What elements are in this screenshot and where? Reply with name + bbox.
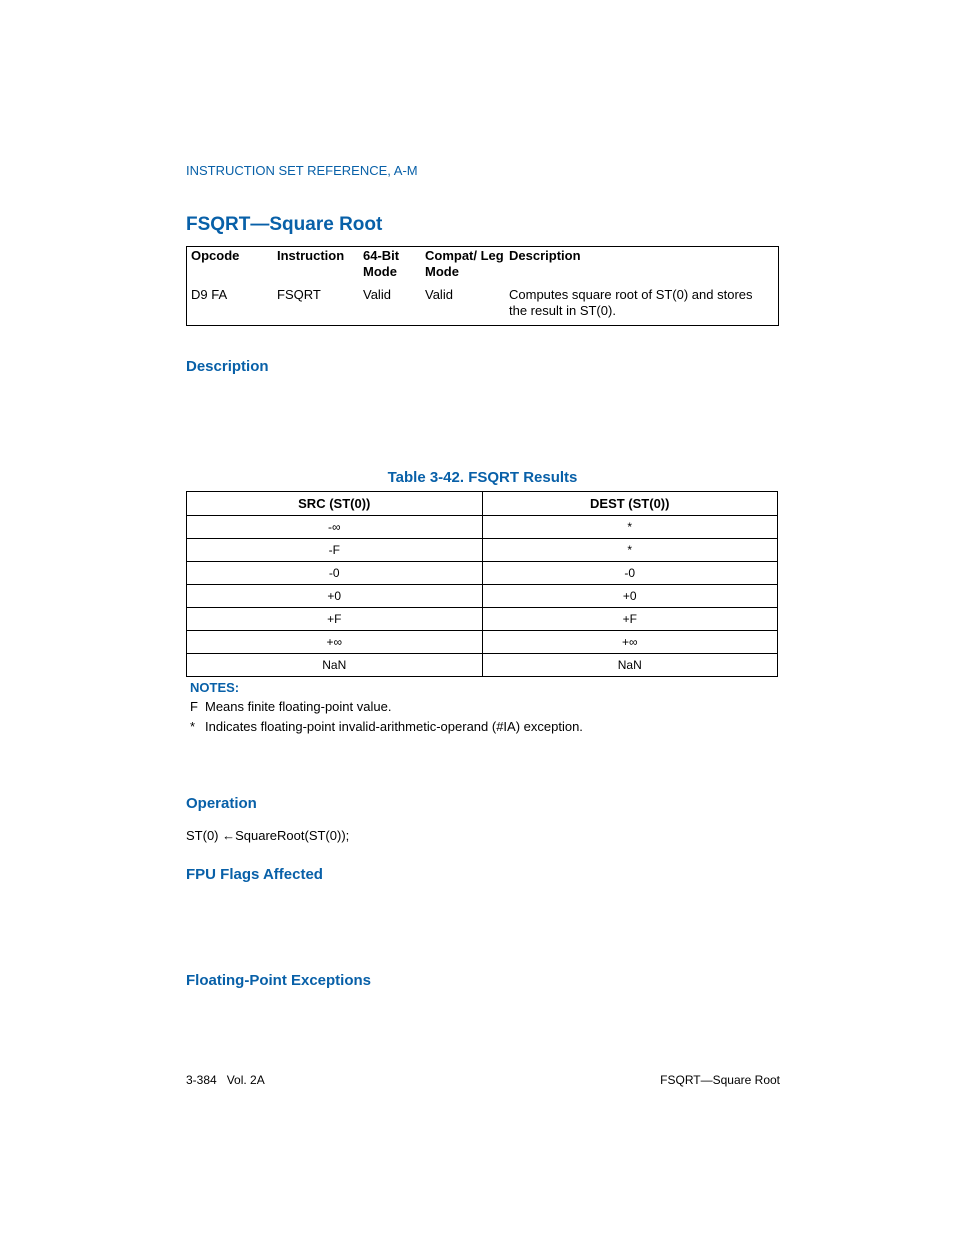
opcode-table xyxy=(186,246,779,326)
cell-dest: * xyxy=(482,539,778,562)
cell-src: +0 xyxy=(187,585,483,608)
table-row xyxy=(187,539,778,562)
note-symbol: F xyxy=(190,699,198,714)
results-table-header xyxy=(187,492,778,516)
notes-label: NOTES: xyxy=(190,680,240,695)
note-symbol: * xyxy=(190,719,196,734)
cell-dest: +∞ xyxy=(482,631,778,654)
cell-src: -∞ xyxy=(187,516,483,539)
cell-src: +∞ xyxy=(187,631,483,654)
cell-description: Computes square root of ST(0) and stores the result in ST(0). xyxy=(509,287,753,318)
note-text: Means finite floating-point value. xyxy=(205,699,392,714)
table-row xyxy=(187,516,778,539)
header-opcode: Opcode xyxy=(191,248,240,263)
header-description: Description xyxy=(509,248,581,263)
header-compat-mode: Compat/ Leg Mode xyxy=(425,248,504,279)
cell-dest: +F xyxy=(482,608,778,631)
header-src: SRC (ST(0)) xyxy=(187,492,483,516)
running-head: INSTRUCTION SET REFERENCE, A-M xyxy=(186,163,418,178)
cell-64bit-mode: Valid xyxy=(363,287,391,302)
cell-dest: +0 xyxy=(482,585,778,608)
cell-src: NaN xyxy=(187,654,483,677)
cell-dest: NaN xyxy=(482,654,778,677)
section-heading-description: Description xyxy=(186,358,269,375)
results-table-caption: Table 3-42. FSQRT Results xyxy=(387,469,578,486)
header-dest: DEST (ST(0)) xyxy=(482,492,778,516)
note-text: Indicates floating-point invalid-arithmetic-operand (#IA) exception. xyxy=(205,719,583,734)
note-item xyxy=(190,719,583,734)
cell-src: -0 xyxy=(187,562,483,585)
section-heading-fpu-flags: FPU Flags Affected xyxy=(186,866,323,883)
footer-page-number: 3-384 Vol. 2A xyxy=(186,1073,265,1087)
operation-code: ST(0) ←SquareRoot(ST(0)); xyxy=(186,828,350,843)
footer-title: FSQRT—Square Root xyxy=(660,1073,780,1087)
header-64bit-mode: 64-Bit Mode xyxy=(363,248,400,279)
table-row xyxy=(187,631,778,654)
cell-compat-mode: Valid xyxy=(425,287,453,302)
section-heading-operation: Operation xyxy=(186,795,257,812)
results-table xyxy=(186,491,778,677)
table-row xyxy=(187,654,778,677)
note-item xyxy=(190,699,391,714)
table-row xyxy=(187,608,778,631)
cell-src: +F xyxy=(187,608,483,631)
cell-src: -F xyxy=(187,539,483,562)
cell-opcode: D9 FA xyxy=(191,287,228,302)
table-row xyxy=(187,585,778,608)
cell-instruction: FSQRT xyxy=(277,287,321,302)
page-title: FSQRT—Square Root xyxy=(186,214,383,235)
cell-dest: * xyxy=(482,516,778,539)
section-heading-fp-exceptions: Floating-Point Exceptions xyxy=(186,972,372,989)
header-instruction: Instruction xyxy=(277,248,345,263)
table-row xyxy=(187,562,778,585)
cell-dest: -0 xyxy=(482,562,778,585)
